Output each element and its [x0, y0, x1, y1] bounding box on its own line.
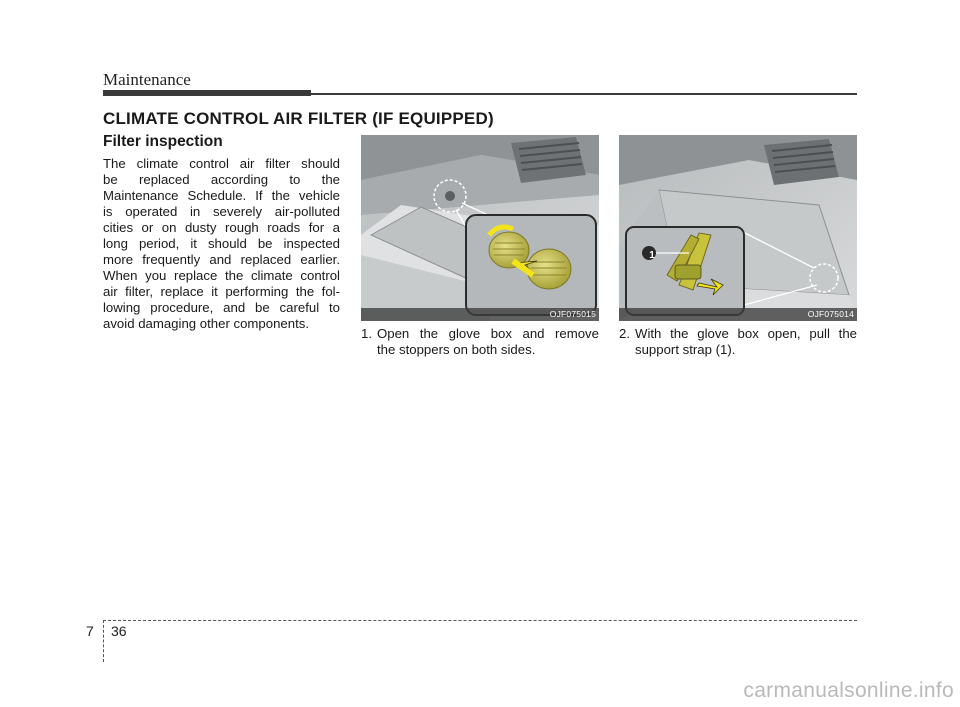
text-line: is operated in severely air-polluted	[103, 204, 340, 219]
chapter-number: 7	[86, 623, 94, 639]
figure-code: OJF075014	[807, 309, 854, 319]
step-line: Open the glove box and remove	[377, 326, 599, 341]
callout-number: 1	[649, 250, 655, 261]
page-number: 36	[111, 623, 127, 639]
running-header: Maintenance	[103, 70, 191, 89]
text-line: avoid damaging other components.	[103, 316, 310, 331]
step-2	[619, 326, 857, 358]
text-line: When you replace the climate control	[103, 268, 340, 283]
step-1	[361, 326, 599, 358]
figure-glove-box-stoppers	[361, 135, 599, 321]
step-line: support strap (1).	[635, 342, 736, 357]
step-number: 1.	[361, 326, 372, 341]
footer-rule	[103, 620, 857, 621]
step-line: the stoppers on both sides.	[377, 342, 536, 357]
text-line: The climate control air filter should	[103, 156, 340, 171]
filter-inspection-text	[103, 156, 340, 332]
step-text	[361, 326, 599, 358]
text-line: lowing procedure, and be careful to	[103, 300, 340, 315]
support-strap-illustration	[619, 135, 857, 321]
filter-inspection-heading: Filter inspection	[103, 133, 223, 150]
figure-support-strap	[619, 135, 857, 321]
text-line: Maintenance Schedule. If the vehicle	[103, 188, 340, 203]
header-rule-accent	[103, 90, 311, 96]
step-text	[619, 326, 857, 358]
section-title: CLIMATE CONTROL AIR FILTER (IF EQUIPPED)	[103, 109, 494, 128]
text-line: more frequently and replaced earlier.	[103, 252, 340, 267]
text-line: cities or on dusty rough roads for a	[103, 220, 340, 235]
figure-code: OJF075015	[549, 309, 596, 319]
text-line: be replaced according to the	[103, 172, 340, 187]
footer-divider	[103, 620, 104, 662]
glove-box-illustration	[361, 135, 599, 321]
text-line: air filter, replace it performing the fol-	[103, 284, 340, 299]
watermark: carmanualsonline.info	[743, 679, 954, 702]
step-number: 2.	[619, 326, 630, 341]
step-line: With the glove box open, pull the	[635, 326, 857, 341]
text-line: long period, it should be inspected	[103, 236, 340, 251]
